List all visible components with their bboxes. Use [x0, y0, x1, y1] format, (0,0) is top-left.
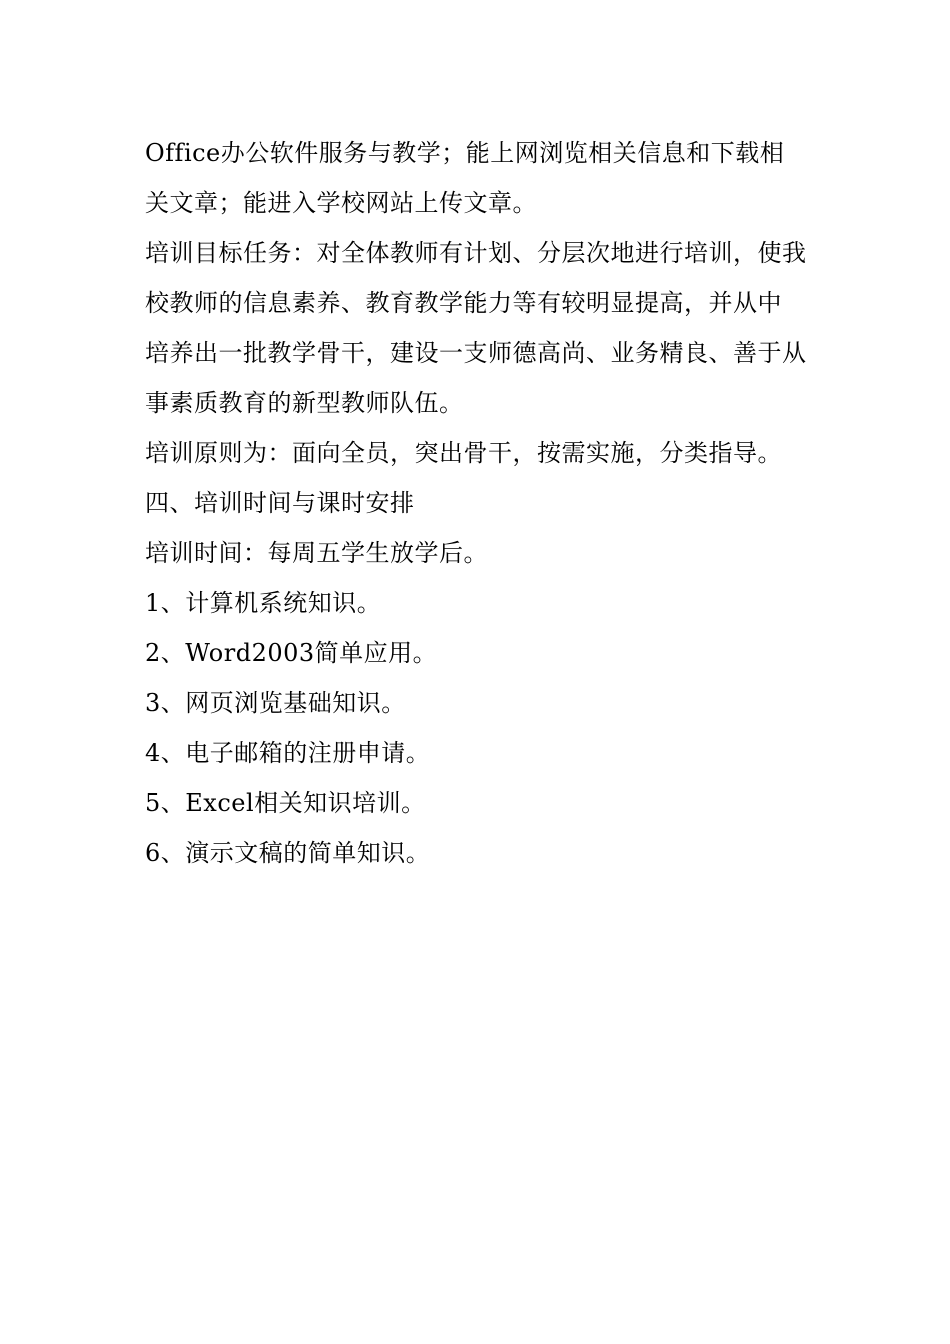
list-item: 5、Excel相关知识培训。 [145, 789, 426, 817]
section-heading: 四、培训时间与课时安排 [145, 489, 415, 517]
text-line: 培训目标任务：对全体教师有计划、分层次地进行培训，使我 [145, 239, 807, 267]
paragraph-training-time [145, 528, 810, 578]
list-item-computer-basics [145, 578, 810, 628]
list-item-email [145, 728, 810, 778]
list-item-excel [145, 778, 810, 828]
list-item-web-browsing [145, 678, 810, 728]
section-heading-schedule [145, 478, 810, 528]
list-item-presentation [145, 828, 810, 878]
document-body [145, 128, 810, 878]
list-item-word [145, 628, 810, 678]
text-line: 关文章；能进入学校网站上传文章。 [145, 189, 537, 217]
text-line: 校教师的信息素养、教育教学能力等有较明显提高，并从中 [145, 289, 782, 317]
list-item: 1、计算机系统知识。 [145, 589, 382, 617]
list-item: 4、电子邮箱的注册申请。 [145, 739, 431, 767]
paragraph-office-skills [145, 128, 810, 228]
text-line: Office办公软件服务与教学；能上网浏览相关信息和下载相 [145, 139, 785, 167]
text-line: 培训原则为：面向全员，突出骨干，按需实施，分类指导。 [145, 439, 782, 467]
list-item: 6、演示文稿的简单知识。 [145, 839, 431, 867]
list-item: 2、Word2003简单应用。 [145, 639, 438, 667]
list-item: 3、网页浏览基础知识。 [145, 689, 406, 717]
paragraph-training-goals [145, 228, 810, 428]
text-line: 事素质教育的新型教师队伍。 [145, 389, 464, 417]
text-line: 培养出一批教学骨干，建设一支师德高尚、业务精良、善于从 [145, 339, 807, 367]
text-line: 培训时间：每周五学生放学后。 [145, 539, 488, 567]
paragraph-training-principles [145, 428, 810, 478]
